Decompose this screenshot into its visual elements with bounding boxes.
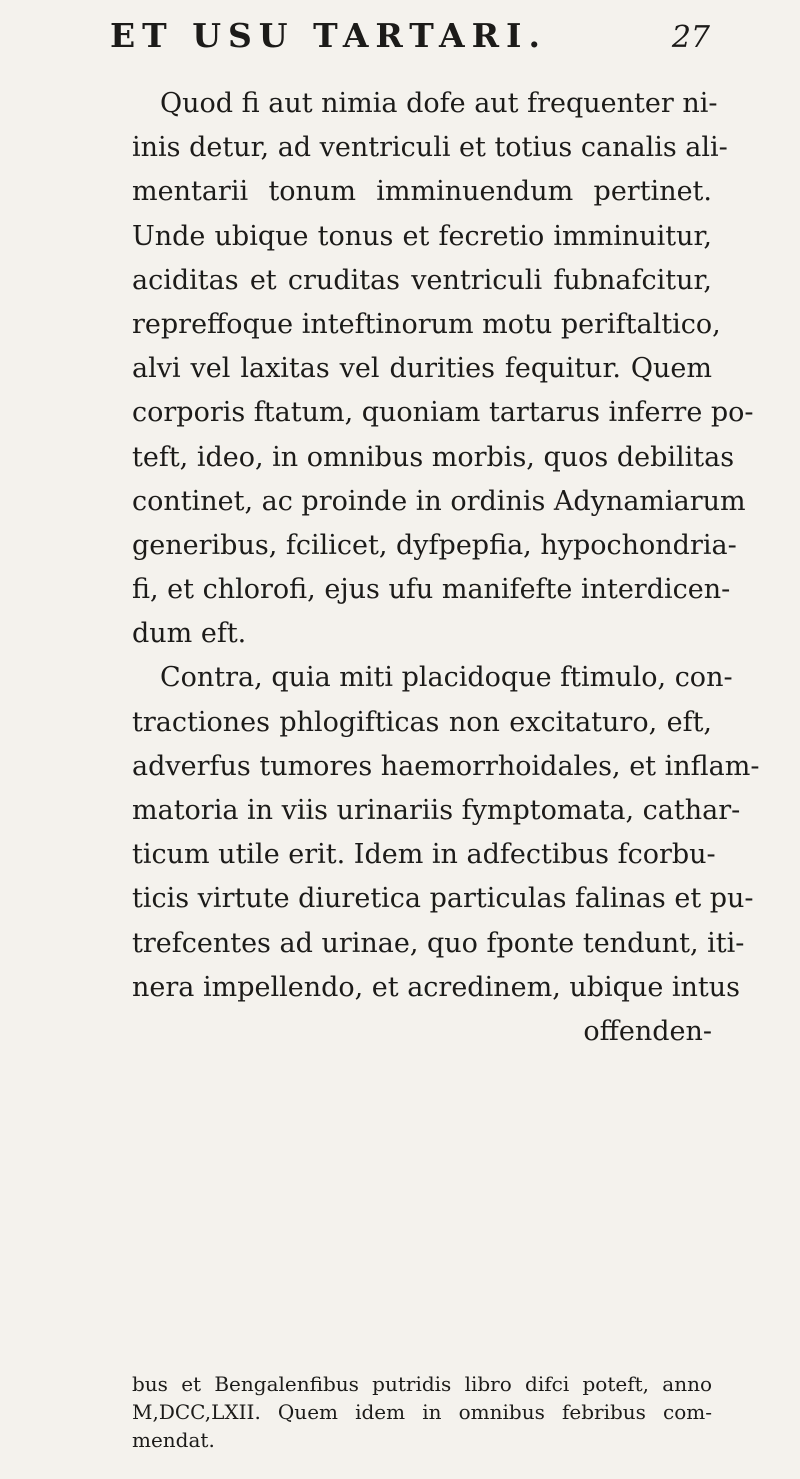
text-line: ticis virtute diuretica particulas falinas et pu- [132, 883, 754, 915]
page-number: 27 [671, 20, 710, 55]
text-line: Quod fi aut nimia dofe aut frequenter ni- [160, 88, 718, 119]
text-line: repreffoque inteftinorum motu periftaltico, [132, 308, 721, 340]
catchword: offenden- [583, 1015, 712, 1047]
body-text [132, 82, 760, 1054]
text-line: adverfus tumores haemorrhoidales, et inflam- [132, 750, 760, 782]
text-line: corporis ftatum, quoniam tartarus inferre po- [132, 397, 754, 429]
footnote-line: bus et Bengalenfibus putridis libro difci poteft, anno [132, 1372, 712, 1396]
footnote-line: mendat. [132, 1428, 215, 1452]
text-line: dum eft. [132, 618, 247, 650]
text-line: fi, et chlorofi, ejus ufu manifefte interdicen- [132, 574, 731, 606]
text-line: aciditas et cruditas ventriculi fubnafcitur, [132, 264, 712, 296]
text-line: generibus, fcilicet, dyfpepfia, hypochondria- [132, 529, 737, 561]
text-line: ticum utile erit. Idem in adfectibus fcorbu- [132, 839, 716, 871]
text-line: continet, ac proinde in ordinis Adynamiarum [132, 485, 746, 517]
text-line: teft, ideo, in omnibus morbis, quos debilitas [132, 441, 735, 473]
footnote [132, 1370, 712, 1454]
footnote-line: M,DCC,LXII. Quem idem in omnibus febribus com- [132, 1400, 712, 1424]
text-line: nera impellendo, et acredinem, ubique intus [132, 971, 741, 1003]
text-line: matoria in viis urinariis fymptomata, cathar- [132, 795, 741, 826]
text-line: trefcentes ad urinae, quo fponte tendunt, iti- [132, 927, 745, 959]
text-line: Unde ubique tonus et fecretio imminuitur, [132, 220, 712, 252]
text-line: tractiones phlogifticas non excitaturo, eft, [132, 706, 712, 738]
text-line: Contra, quia miti placidoque ftimulo, con- [160, 662, 733, 694]
running-title: ET USU TARTARI. [110, 16, 547, 55]
text-line: alvi vel laxitas vel durities fequitur. Quem [132, 353, 712, 385]
text-line: mentarii tonum imminuendum pertinet. [132, 176, 712, 208]
text-line: inis detur, ad ventriculi et totius canalis ali- [132, 132, 728, 164]
running-head [110, 16, 710, 66]
